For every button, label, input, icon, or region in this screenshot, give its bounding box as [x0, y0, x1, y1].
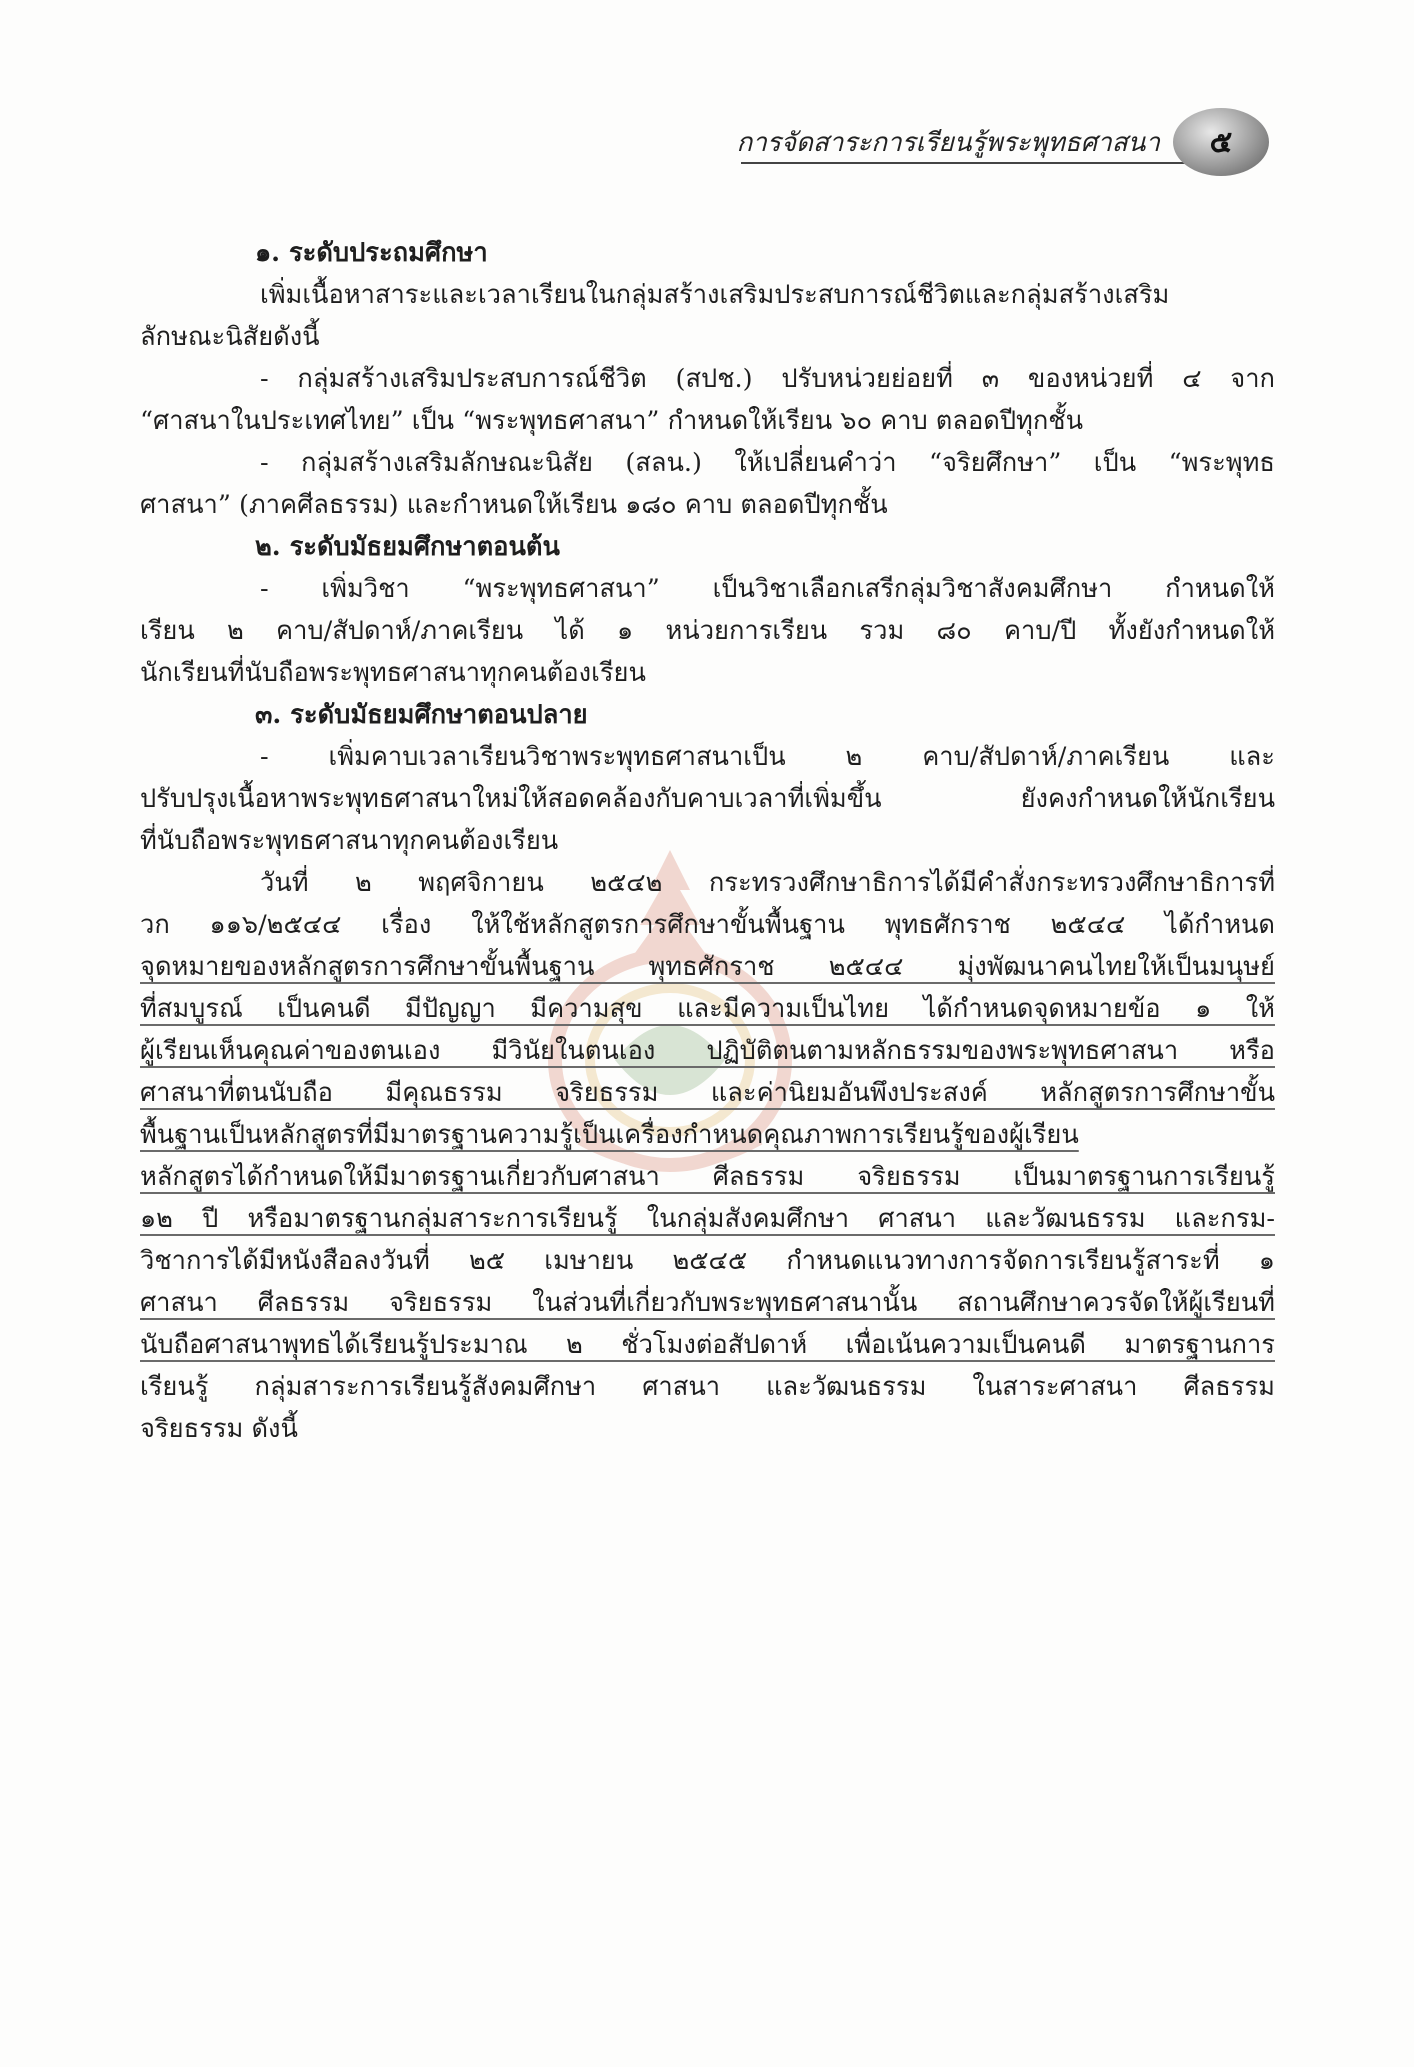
text-line: เรียนรู้ กลุ่มสาระการเรียนรู้สังคมศึกษา ศาสนา และวัฒนธรรม ในสาระศาสนา ศีลธรรม	[140, 1372, 1275, 1402]
text-line: หลักสูตรได้กำหนดให้มีมาตรฐานเกี่ยวกับศาสนา ศีลธรรม จริยธรรม เป็นมาตรฐานการเรียนรู้	[140, 1162, 1275, 1192]
text-line: ๒. ระดับมัธยมศึกษาตอนต้น	[255, 532, 560, 562]
text-line: - เพิ่มวิชา “พระพุทธศาสนา” เป็นวิชาเลือกเสรีกลุ่มวิชาสังคมศึกษา กำหนดให้	[260, 574, 1275, 604]
text-line: จุดหมายของหลักสูตรการศึกษาขั้นพื้นฐาน พุทธศักราช ๒๕๔๔ มุ่งพัฒนาคนไทยให้เป็นมนุษย์	[140, 952, 1275, 982]
text-line: ๑๒ ปี หรือมาตรฐานกลุ่มสาระการเรียนรู้ ในกลุ่มสังคมศึกษา ศาสนา และวัฒนธรรม และกรม-	[140, 1204, 1275, 1234]
page-number-badge: ๕	[1173, 108, 1269, 176]
body-text	[140, 232, 1275, 1450]
text-line: “ศาสนาในประเทศไทย” เป็น “พระพุทธศาสนา” กำหนดให้เรียน ๖๐ คาบ ตลอดปีทุกชั้น	[140, 406, 1084, 436]
text-line: ศาสนาที่ตนนับถือ มีคุณธรรม จริยธรรม และค่านิยมอันพึงประสงค์ หลักสูตรการศึกษาขั้น	[140, 1078, 1275, 1108]
text-line: ปรับปรุงเนื้อหาพระพุทธศาสนาใหม่ให้สอดคล้องกับคาบเวลาที่เพิ่มขึ้น ยังคงกำหนดให้นักเรียน	[140, 784, 1275, 814]
text-line: ผู้เรียนเห็นคุณค่าของตนเอง มีวินัยในตนเอง ปฏิบัติตนตามหลักธรรมของพระพุทธศาสนา หรือ	[140, 1036, 1275, 1066]
text-line: พื้นฐานเป็นหลักสูตรที่มีมาตรฐานความรู้เป็นเครื่องกำหนดคุณภาพการเรียนรู้ของผู้เรียน	[140, 1120, 1079, 1150]
header-title: การจัดสาระการเรียนรู้พระพุทธศาสนา	[736, 128, 1160, 158]
text-line: - เพิ่มคาบเวลาเรียนวิชาพระพุทธศาสนาเป็น ๒ คาบ/สัปดาห์/ภาคเรียน และ	[260, 742, 1275, 772]
text-line: จริยธรรม ดังนี้	[140, 1414, 298, 1444]
text-line: วิชาการได้มีหนังสือลงวันที่ ๒๕ เมษายน ๒๕๔๕ กำหนดแนวทางการจัดการเรียนรู้สาระที่ ๑	[140, 1246, 1275, 1276]
running-header	[735, 108, 1275, 188]
text-line: ที่สมบูรณ์ เป็นคนดี มีปัญญา มีความสุข และมีความเป็นไทย ได้กำหนดจุดหมายข้อ ๑ ให้	[140, 994, 1275, 1024]
text-line: - กลุ่มสร้างเสริมลักษณะนิสัย (สลน.) ให้เปลี่ยนคำว่า “จริยศึกษา” เป็น “พระพุทธ	[260, 448, 1275, 478]
text-line: เรียน ๒ คาบ/สัปดาห์/ภาคเรียน ได้ ๑ หน่วยการเรียน รวม ๘๐ คาบ/ปี ทั้งยังกำหนดให้	[140, 616, 1275, 646]
text-line: ลักษณะนิสัยดังนี้	[140, 322, 320, 352]
text-line: ๓. ระดับมัธยมศึกษาตอนปลาย	[255, 700, 588, 730]
text-line: ศาสนา” (ภาคศีลธรรม) และกำหนดให้เรียน ๑๘๐ คาบ ตลอดปีทุกชั้น	[140, 490, 888, 520]
text-line: ศาสนา ศีลธรรม จริยธรรม ในส่วนที่เกี่ยวกับพระพุทธศาสนานั้น สถานศึกษาควรจัดให้ผู้เรียนที่	[140, 1288, 1275, 1318]
text-line: นักเรียนที่นับถือพระพุทธศาสนาทุกคนต้องเรียน	[140, 658, 646, 688]
text-line: วันที่ ๒ พฤศจิกายน ๒๕๔๒ กระทรวงศึกษาธิการได้มีคำสั่งกระทรวงศึกษาธิการที่	[260, 868, 1275, 898]
text-line: ที่นับถือพระพุทธศาสนาทุกคนต้องเรียน	[140, 826, 559, 856]
text-line: วก ๑๑๖/๒๕๔๔ เรื่อง ให้ใช้หลักสูตรการศึกษาขั้นพื้นฐาน พุทธศักราช ๒๕๔๔ ได้กำหนด	[140, 910, 1275, 940]
header-rule	[741, 162, 1215, 164]
text-line: ๑. ระดับประถมศึกษา	[255, 238, 488, 268]
text-line: เพิ่มเนื้อหาสาระและเวลาเรียนในกลุ่มสร้างเสริมประสบการณ์ชีวิตและกลุ่มสร้างเสริม	[260, 280, 1170, 310]
text-line: - กลุ่มสร้างเสริมประสบการณ์ชีวิต (สปช.) ปรับหน่วยย่อยที่ ๓ ของหน่วยที่ ๔ จาก	[260, 364, 1275, 394]
text-line: นับถือศาสนาพุทธได้เรียนรู้ประมาณ ๒ ชั่วโมงต่อสัปดาห์ เพื่อเน้นความเป็นคนดี มาตรฐานการ	[140, 1330, 1275, 1360]
